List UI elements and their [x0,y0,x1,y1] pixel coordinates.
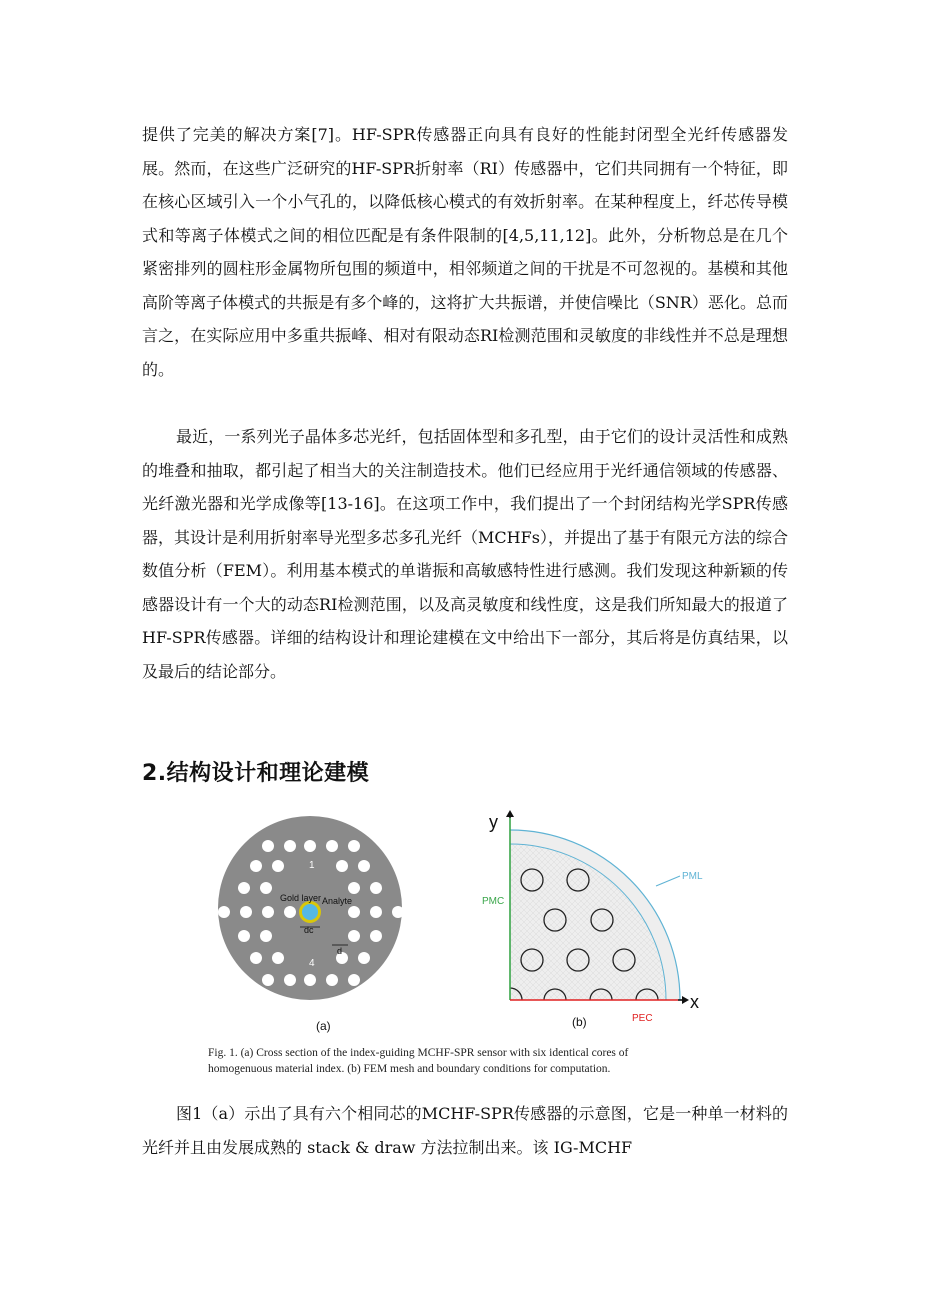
panel-a [218,816,404,1033]
paragraph-intro-continued: 提供了完美的解决方案[7]。HF-SPR传感器正向具有良好的性能封闭型全光纤传感器发展。然而，在这些广泛研究的HF-SPR折射率（RI）传感器中，它们共同拥有一个特征，即在核心区域引入一个小气孔的，以降低核心模式的有效折射率。在某种程度上，纤芯传导模式和等离子体模式之间的相位匹配是有条件限制的[4,5,11,12]。此外，分析物总是在几个紧密排列的圆柱形金属物所包围的频道中，相邻频道之间的干扰是不可忽视的。基模和其他高阶等离子体模式的共振是有多个峰的，这将扩大共振谱，并使信噪比（SNR）恶化。总而言之，在实际应用中多重共振峰、相对有限动态RI检测范围和灵敏度的非线性并不总是理想的。 [142,125,788,379]
analyte-label: Analyte [322,896,353,906]
section-heading: 2.结构设计和理论建模 [142,761,370,786]
figure-1-svg [200,808,730,1038]
y-axis-arrow [506,810,514,817]
core-number-4: 4 [309,958,315,969]
pmc-label: PMC [482,896,505,907]
y-axis-label: y [489,812,498,832]
x-axis-arrow [682,996,689,1004]
core-number-5: 5 [262,933,268,944]
mesh-region [510,844,666,1000]
core-number-1: 1 [309,860,315,871]
core-number-3: 3 [351,933,357,944]
panel-b [482,810,703,1029]
paragraph-recent-work: 最近，一系列光子晶体多芯光纤，包括固体型和多孔型，由于它们的设计灵活性和成熟的堆叠和抽取，都引起了相当大的关注制造技术。他们已经应用于光纤通信领域的传感器、光纤激光器和光学成像等[13-16]。在这项工作中，我们提出了一个封闭结构光学SPR传感器，其设计是利用折射率导光型多芯多孔光纤（MCHFs），并提出了基于有限元方法的综合数值分析（FEM）。利用基本模式的单谐振和高敏感特性进行感测。我们发现这种新颖的传感器设计有一个大的动态RI检测范围，以及高灵敏度和线性度，这是我们所知最大的报道了HF-SPR传感器。详细的结构设计和理论建模在文中给出下一部分，其后将是仿真结果，以及最后的结论部分。 [142,427,788,681]
caption-line-1: Fig. 1. (a) Cross section of the index-guiding MCHF-SPR sensor with six identical cores of [208,1047,629,1059]
core-number-6: 6 [263,884,269,895]
x-axis-label: x [690,992,699,1012]
panel-b-label: (b) [572,1015,587,1029]
pml-label: PML [682,871,703,882]
figure-1 [200,808,730,1038]
analyte-core [302,904,318,920]
d-label: d [337,946,343,956]
pec-label: PEC [632,1013,653,1024]
dc-label: dc [304,925,314,935]
pml-pointer [656,876,680,886]
gold-layer-label: Gold layer [280,893,322,903]
figure-caption [208,1045,748,1077]
core-number-2: 2 [351,885,357,896]
caption-line-2: homogenuous material index. (b) FEM mesh and boundary conditions for computation. [208,1063,611,1075]
paragraph-figure-description: 图1（a）示出了具有六个相同芯的MCHF-SPR传感器的示意图，它是一种单一材料的光纤并且由发展成熟的 stack & draw 方法拉制出来。该 IG-MCHF [142,1104,788,1157]
panel-a-label: (a) [316,1019,331,1033]
